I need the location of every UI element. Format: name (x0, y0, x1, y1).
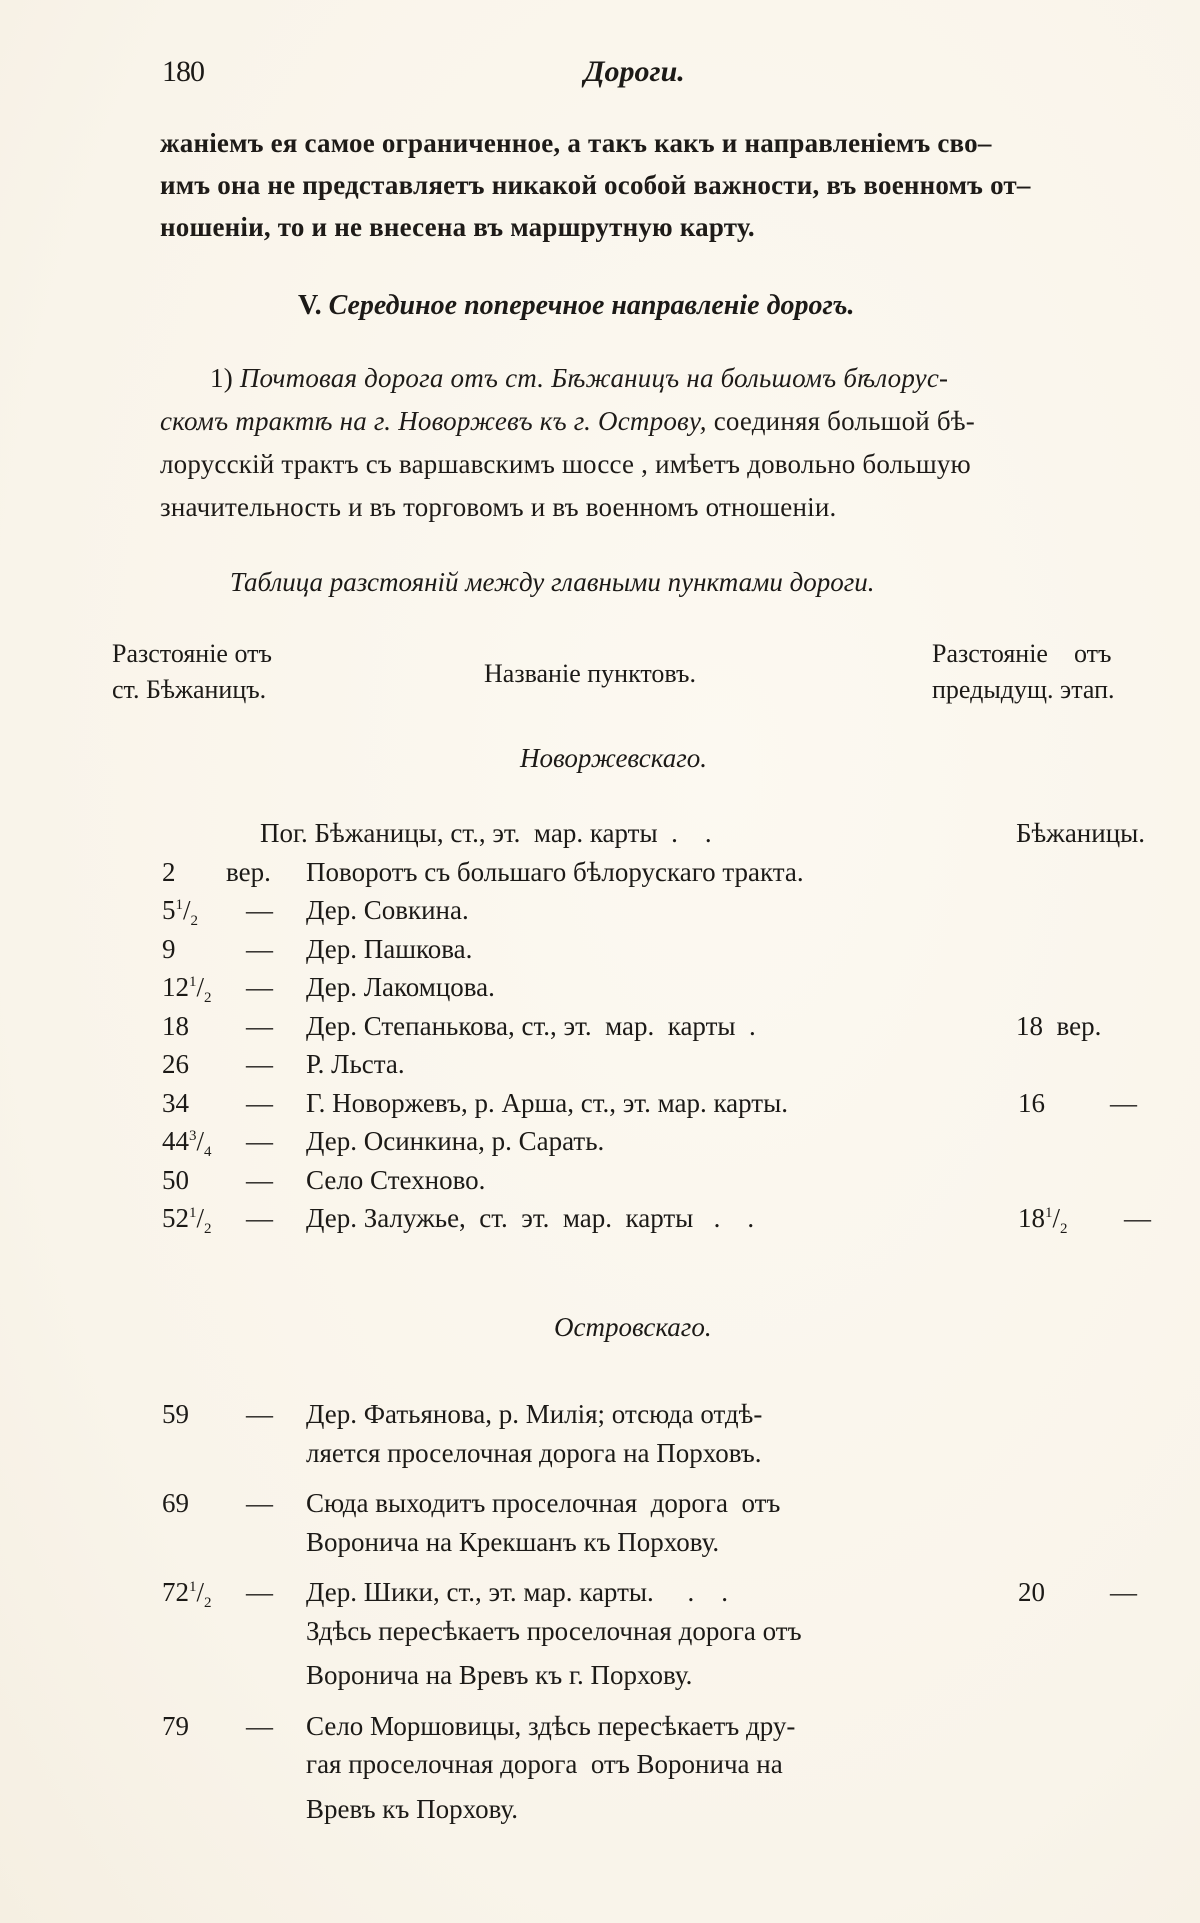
distance-from-start: $44^3/_4$ (162, 1126, 212, 1160)
previous-ditto-dash: — (1124, 1203, 1151, 1233)
ditto-dash: — (246, 1203, 273, 1233)
point-name: Дер. Фатьянова, р. Милія; отсюда отдѣ- (306, 1399, 763, 1429)
route-title-part2: скомъ трактѣ на г. Новоржевъ къ г. Острову, (160, 406, 707, 436)
intro-line-3: ношеніи, то и не внесена въ маршрутную карту. (160, 212, 755, 242)
point-name-continued: Воронича на Вревъ къ г. Порхову. (306, 1660, 693, 1690)
point-name: Пог. Бѣжаницы, ст., эт. мар. карты . . (260, 818, 712, 848)
previous-ditto-dash: — (1110, 1577, 1137, 1607)
distance-from-previous: Бѣжаницы. (1016, 818, 1146, 848)
route-line-2 (160, 406, 975, 437)
ditto-dash: — (246, 1488, 273, 1518)
header-from-start (112, 636, 272, 708)
distance-from-start: 50 (162, 1164, 189, 1195)
route-title-part1: Почтовая дорога отъ ст. Бѣжаницъ на большомъ бѣлорус- (239, 363, 949, 393)
ditto-dash: — (246, 1710, 273, 1741)
ditto-dash: — (246, 1164, 273, 1195)
intro-line-1-text: жаніемъ ея самое ограниченное, а такъ какъ и направленіемъ сво– (160, 128, 992, 158)
point-name: Р. Льста. (306, 1049, 405, 1079)
table-title: Таблица разстояній между главными пунктами дороги. (230, 567, 875, 597)
point-name: Дер. Лакомцова. (306, 972, 495, 1002)
point-name: Дер. Пашкова. (306, 933, 473, 964)
section-title: Серединое поперечное направленіе дорогъ. (328, 290, 855, 321)
previous-ditto-dash: — (1110, 1087, 1137, 1118)
ditto-dash: — (246, 972, 273, 1002)
distance-from-start: $12^1/_2$ (162, 972, 212, 1006)
region-title-novorzhev: Новоржевскаго. (520, 743, 708, 773)
header-from-previous (932, 636, 1115, 708)
point-name-continued: Здѣсь пересѣкаетъ проселочная дорога отъ (306, 1615, 802, 1646)
route-line-3: лорусскій трактъ съ варшавскимъ шоссе , имѣетъ довольно большую (160, 449, 971, 479)
page-number: 180 (162, 55, 204, 88)
distance-from-start: 26 (162, 1049, 189, 1079)
distance-from-start: $72^1/_2$ (162, 1577, 212, 1611)
section-heading (298, 290, 855, 322)
header-from-previous-line2: предыдущ. этап. (932, 675, 1115, 704)
distance-from-start: $52^1/_2$ (162, 1203, 212, 1237)
running-title: Дороги. (584, 55, 685, 88)
header-point-names: Названіе пунктовъ. (484, 659, 696, 688)
point-name: Дер. Степанькова, ст., эт. мар. карты . (306, 1010, 756, 1041)
point-name: Село Моршовицы, здѣсь пересѣкаетъ дру- (306, 1710, 796, 1741)
point-name: Поворотъ съ большаго бѣлорускаго тракта. (306, 856, 804, 887)
distance-from-previous: 16 (1018, 1087, 1045, 1118)
distance-from-start: 79 (162, 1710, 189, 1741)
ditto-dash: — (246, 1126, 273, 1156)
point-name-continued: Воронича на Крекшанъ къ Порхову. (306, 1526, 720, 1557)
route-line-1 (210, 363, 948, 394)
distance-from-start: $5^1/_2$ (162, 895, 199, 929)
route-line-2-rest: соединяя большой бѣ- (713, 406, 975, 436)
route-number: 1) (210, 363, 233, 393)
point-name: Дер. Совкина. (306, 895, 469, 925)
point-name: Г. Новоржевъ, р. Арша, ст., эт. мар. карты. (306, 1087, 788, 1118)
point-name: Село Стехново. (306, 1164, 486, 1195)
distance-from-previous: 18 вер. (1016, 1010, 1102, 1041)
intro-line-1 (160, 128, 1175, 159)
distance-from-previous: $18^1/_2$ (1018, 1203, 1068, 1237)
ditto-dash: — (246, 895, 273, 925)
point-name-continued: гая проселочная дорога отъ Воронича на (306, 1749, 783, 1779)
ditto-dash: — (246, 1087, 273, 1118)
distance-from-start: 2 (162, 856, 176, 887)
unit-label: вер. (226, 856, 271, 887)
distance-from-start: 69 (162, 1488, 189, 1518)
point-name-continued: Вревъ къ Порхову. (306, 1793, 518, 1824)
distance-from-start: 34 (162, 1087, 189, 1118)
header-from-previous-line1: Разстояніе отъ (932, 639, 1112, 668)
ditto-dash: — (246, 933, 273, 964)
ditto-dash: — (246, 1010, 273, 1041)
header-from-start-line1: Разстояніе отъ (112, 639, 272, 668)
intro-line-2: имъ она не представляетъ никакой особой важности, въ военномъ от– (160, 170, 1031, 200)
ditto-dash: — (246, 1049, 273, 1079)
distance-from-start: 9 (162, 933, 176, 964)
distance-from-start: 18 (162, 1010, 189, 1041)
ditto-dash: — (246, 1399, 273, 1429)
route-line-4: значительность и въ торговомъ и въ военномъ отношеніи. (160, 492, 837, 522)
section-numeral: V. (298, 290, 322, 321)
point-name: Дер. Шики, ст., эт. мар. карты. . . (306, 1577, 729, 1607)
point-name: Дер. Осинкина, р. Сарать. (306, 1126, 605, 1156)
point-name-continued: ляется проселочная дорога на Порховъ. (306, 1437, 762, 1468)
point-name: Сюда выходитъ проселочная дорога отъ (306, 1488, 781, 1518)
distance-from-start: 59 (162, 1399, 189, 1429)
region-title-ostrov: Островскаго. (554, 1312, 712, 1342)
ditto-dash: — (246, 1577, 273, 1607)
point-name: Дер. Залужье, ст. эт. мар. карты . . (306, 1203, 755, 1233)
distance-from-previous: 20 (1018, 1577, 1045, 1607)
header-from-start-line2: ст. Бѣжаницъ. (112, 675, 267, 704)
